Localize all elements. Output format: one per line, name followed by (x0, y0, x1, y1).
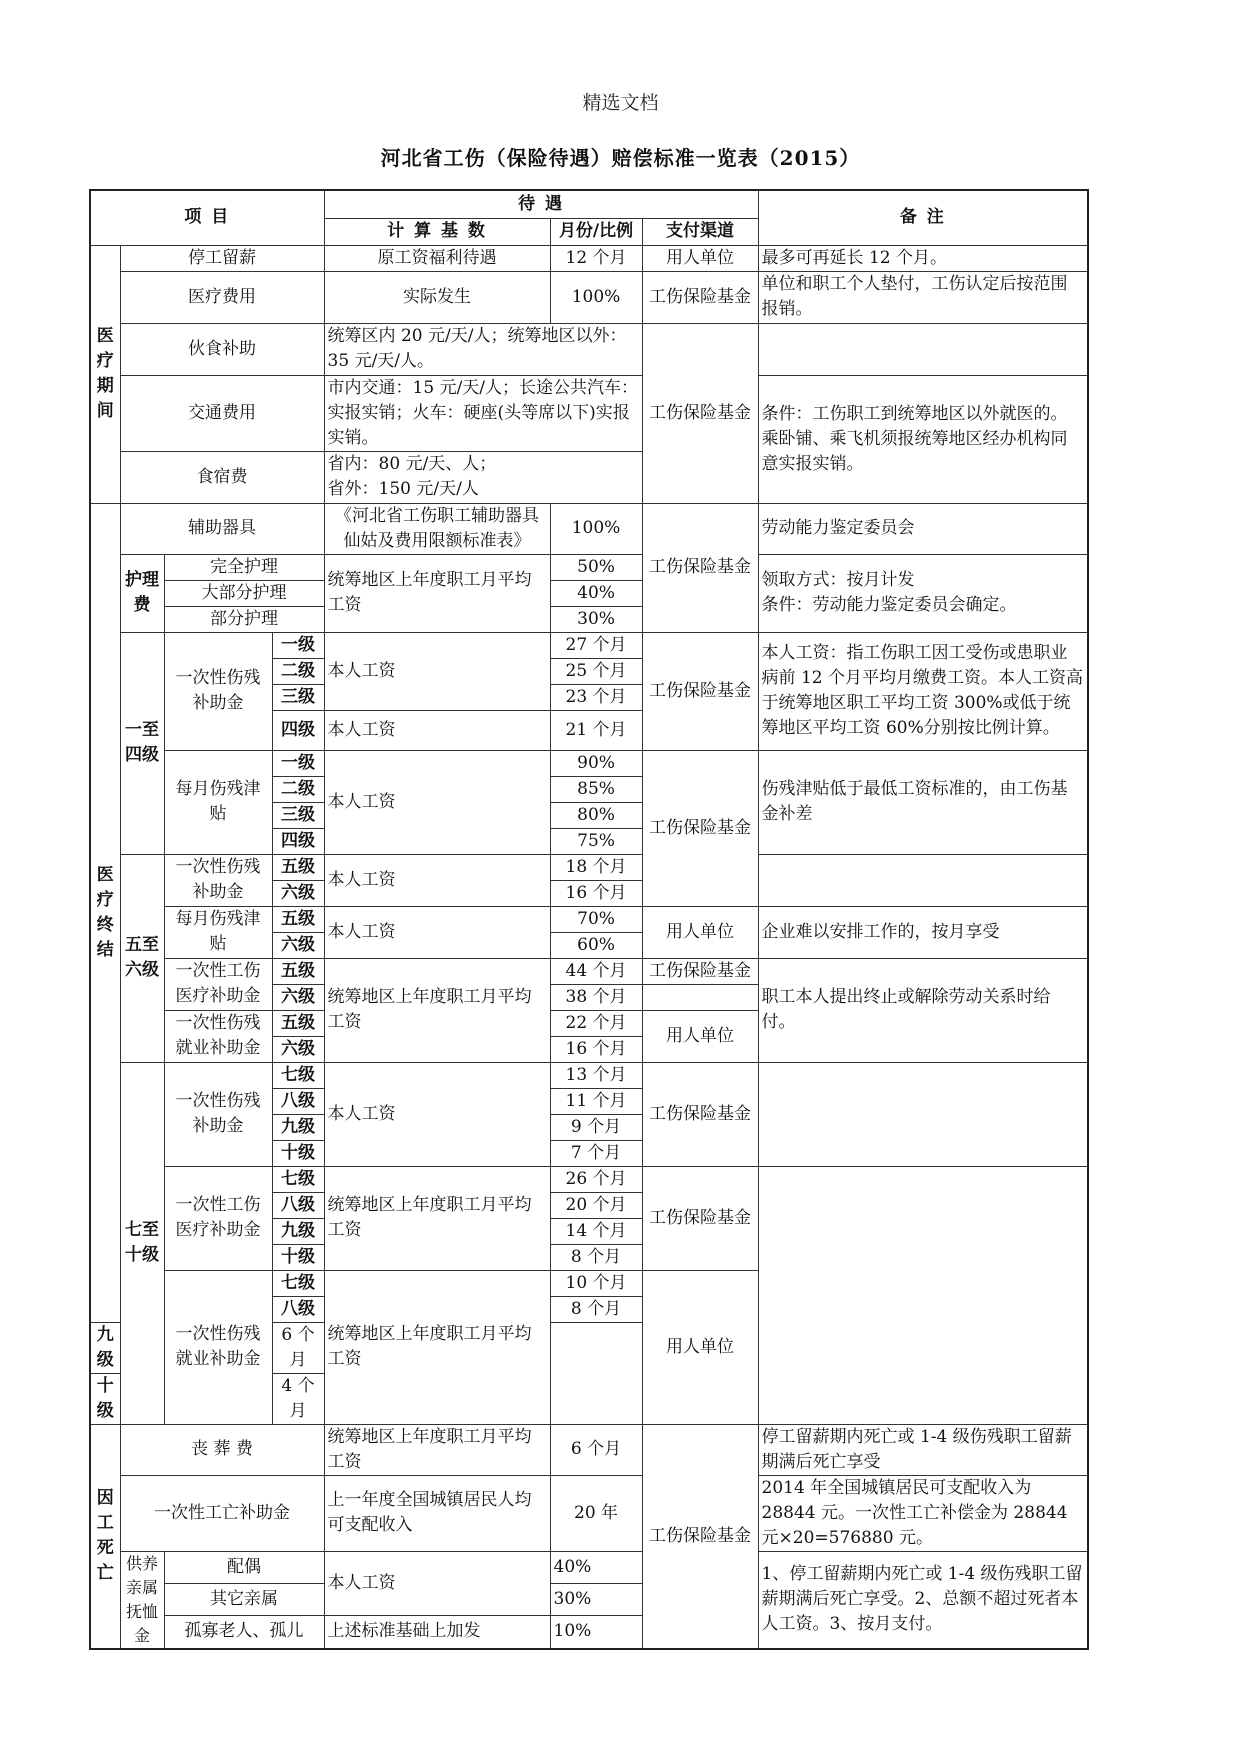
row-label: 一次性伤残补助金 (164, 632, 272, 750)
level-cell: 四级 (272, 828, 324, 854)
remark-cell: 停工留薪期内死亡或 1-4 级伤残职工留薪期满后死亡享受 (758, 1424, 1088, 1475)
level-cell: 八级 (272, 1192, 324, 1218)
section-grade-5-6: 五至 六级 (120, 854, 164, 1062)
months-cell: 6 个月 (550, 1424, 642, 1475)
section-death: 因 工 死 亡 (90, 1424, 120, 1649)
basis-cell: 统筹地区上年度职工月平均工资 (324, 1270, 550, 1424)
row-label: 每月伤残津贴 (164, 750, 272, 854)
channel-cell: 工伤保险基金 (642, 1424, 758, 1649)
section-grade-7-10: 七至 十级 (120, 1062, 164, 1424)
months-cell: 12 个月 (550, 245, 642, 271)
channel-cell: 工伤保险基金 (642, 323, 758, 503)
level-cell: 九级 (272, 1218, 324, 1244)
months-cell: 30% (550, 1583, 642, 1615)
months-cell: 80% (550, 802, 642, 828)
row-label-dependents: 供养亲属抚恤金 (120, 1551, 164, 1649)
basis-cell: 上述标准基础上加发 (324, 1616, 550, 1649)
level-cell: 五级 (272, 906, 324, 932)
months-cell: 23 个月 (550, 684, 642, 710)
level-cell: 五级 (272, 1010, 324, 1036)
months-cell: 75% (550, 828, 642, 854)
channel-cell (642, 984, 758, 1010)
channel-cell: 工伤保险基金 (642, 1062, 758, 1166)
months-cell: 6 个月 (272, 1322, 324, 1373)
basis-cell: 实际发生 (324, 271, 550, 323)
level-cell: 六级 (272, 1036, 324, 1062)
months-cell: 26 个月 (550, 1166, 642, 1192)
header-treatment: 待 遇 (324, 190, 758, 218)
remark-cell: 伤残津贴低于最低工资标准的，由工伤基金补差 (758, 750, 1088, 854)
basis-line: 省内：80 元/天、人； (327, 454, 497, 474)
basis-cell: 统筹区内 20 元/天/人；统筹地区以外：35 元/天/人。 (324, 323, 642, 375)
basis-line: 省外：150 元/天/人 (327, 479, 479, 499)
months-cell: 4 个月 (272, 1373, 324, 1424)
channel-cell: 用人单位 (642, 906, 758, 958)
level-cell: 六级 (272, 932, 324, 958)
row-label: 伙食补助 (120, 323, 324, 375)
months-cell: 16 个月 (550, 1036, 642, 1062)
months-cell: 44 个月 (550, 958, 642, 984)
remark-cell: 劳动能力鉴定委员会 (758, 503, 1088, 554)
level-cell: 九级 (90, 1322, 120, 1373)
level-cell: 五级 (272, 958, 324, 984)
section-medical-period: 医 疗 期 间 (90, 245, 120, 503)
row-label: 每月伤残津贴 (164, 906, 272, 958)
basis-cell: 本人工资 (324, 906, 550, 958)
remark-cell: 2014 年全国城镇居民可支配收入为 28844 元。一次性工亡补偿金为 28844 元×20=576880 元。 (758, 1475, 1088, 1551)
level-cell: 十级 (272, 1244, 324, 1270)
level-cell: 十级 (272, 1140, 324, 1166)
channel-cell: 用人单位 (642, 1010, 758, 1062)
row-label: 部分护理 (164, 606, 324, 632)
months-cell: 16 个月 (550, 880, 642, 906)
row-label: 食宿费 (120, 451, 324, 503)
months-cell: 70% (550, 906, 642, 932)
basis-cell: 上一年度全国城镇居民人均可支配收入 (324, 1475, 550, 1551)
remark-cell: 1、停工留薪期内死亡或 1-4 级伤残职工留薪期满后死亡享受。2、总额不超过死者本人工资。3、按月支付。 (758, 1551, 1088, 1649)
section-nursing: 护理 费 (120, 554, 164, 632)
months-cell: 90% (550, 750, 642, 776)
level-cell: 二级 (272, 658, 324, 684)
level-cell: 九级 (272, 1114, 324, 1140)
basis-cell: 本人工资 (324, 1551, 550, 1616)
basis-cell: 本人工资 (324, 854, 550, 906)
row-label: 丧 葬 费 (120, 1424, 324, 1475)
months-cell: 50% (550, 554, 642, 580)
row-label: 配偶 (164, 1551, 324, 1583)
level-cell: 六级 (272, 984, 324, 1010)
months-cell: 20 个月 (550, 1192, 642, 1218)
row-label: 一次性伤残就业补助金 (164, 1010, 272, 1062)
level-cell: 三级 (272, 684, 324, 710)
row-label: 其它亲属 (164, 1583, 324, 1615)
basis-cell: 《河北省工伤职工辅助器具仙姑及费用限额标准表》 (324, 503, 550, 554)
basis-cell: 统筹地区上年度职工月平均工资 (324, 958, 550, 1062)
remark-cell (758, 854, 1088, 906)
remark-cell: 条件：工伤职工到统筹地区以外就医的。乘卧铺、乘飞机须报统筹地区经办机构同意实报实销。 (758, 375, 1088, 503)
row-label: 大部分护理 (164, 580, 324, 606)
remark-cell: 企业难以安排工作的，按月享受 (758, 906, 1088, 958)
level-cell: 八级 (272, 1088, 324, 1114)
level-cell: 二级 (272, 776, 324, 802)
row-label: 停工留薪 (120, 245, 324, 271)
basis-cell: 统筹地区上年度职工月平均工资 (324, 1424, 550, 1475)
row-label: 一次性伤残补助金 (164, 1062, 272, 1166)
basis-cell: 本人工资 (324, 632, 550, 710)
months-cell: 27 个月 (550, 632, 642, 658)
level-cell: 十级 (90, 1373, 120, 1424)
header-months: 月份/比例 (550, 218, 642, 245)
channel-cell: 工伤保险基金 (642, 632, 758, 750)
months-cell: 40% (550, 1551, 642, 1583)
header-remark: 备 注 (758, 190, 1088, 245)
basis-cell: 统筹地区上年度职工月平均工资 (324, 554, 550, 632)
channel-cell: 用人单位 (642, 245, 758, 271)
months-cell: 85% (550, 776, 642, 802)
row-label: 一次性工伤医疗补助金 (164, 1166, 272, 1270)
basis-cell: 本人工资 (324, 710, 550, 750)
row-label: 一次性工亡补助金 (120, 1475, 324, 1551)
basis-cell: 统筹地区上年度职工月平均工资 (324, 1166, 550, 1270)
row-label: 辅助器具 (120, 503, 324, 554)
months-cell: 22 个月 (550, 1010, 642, 1036)
page-header-text: 精选文档 (582, 92, 659, 114)
months-cell: 11 个月 (550, 1088, 642, 1114)
level-cell: 四级 (272, 710, 324, 750)
remark-cell: 本人工资：指工伤职工因工受伤或患职业病前 12 个月平均月缴费工资。本人工资高于统筹地区职工平均工资 300%或低于统筹地区平均工资 60%分别按比例计算。 (758, 632, 1088, 750)
row-label: 完全护理 (164, 554, 324, 580)
months-cell: 8 个月 (550, 1244, 642, 1270)
document-title: 河北省工伤（保险待遇）赔偿标准一览表（2015） (380, 146, 861, 170)
months-cell: 38 个月 (550, 984, 642, 1010)
months-cell: 100% (550, 503, 642, 554)
level-cell: 一级 (272, 750, 324, 776)
channel-cell: 工伤保险基金 (642, 503, 758, 632)
months-cell: 100% (550, 271, 642, 323)
remark-cell (758, 1062, 1088, 1166)
basis-cell: 市内交通：15 元/天/人；长途公共汽车：实报实销；火车：硬座(头等席以下)实报实销。 (324, 375, 642, 451)
months-cell: 21 个月 (550, 710, 642, 750)
row-label: 一次性伤残就业补助金 (164, 1270, 272, 1424)
level-cell: 三级 (272, 802, 324, 828)
channel-cell: 工伤保险基金 (642, 958, 758, 984)
channel-cell: 工伤保险基金 (642, 1166, 758, 1270)
months-cell: 25 个月 (550, 658, 642, 684)
months-cell: 18 个月 (550, 854, 642, 880)
level-cell: 五级 (272, 854, 324, 880)
header-item: 项 目 (90, 190, 324, 245)
row-label: 交通费用 (120, 375, 324, 451)
remark-cell: 职工本人提出终止或解除劳动关系时给付。 (758, 958, 1088, 1062)
months-cell: 10% (550, 1616, 642, 1649)
level-cell: 一级 (272, 632, 324, 658)
channel-cell: 用人单位 (642, 1270, 758, 1424)
basis-cell: 原工资福利待遇 (324, 245, 550, 271)
remark-cell: 领取方式：按月计发 条件：劳动能力鉴定委员会确定。 (758, 554, 1088, 632)
level-cell: 七级 (272, 1062, 324, 1088)
row-label: 医疗费用 (120, 271, 324, 323)
months-cell: 20 年 (550, 1475, 642, 1551)
months-cell: 9 个月 (550, 1114, 642, 1140)
months-cell: 60% (550, 932, 642, 958)
months-cell: 40% (550, 580, 642, 606)
months-cell: 8 个月 (550, 1296, 642, 1322)
channel-cell: 工伤保险基金 (642, 750, 758, 906)
row-label: 一次性工伤医疗补助金 (164, 958, 272, 1010)
header-channel: 支付渠道 (642, 218, 758, 245)
row-label: 孤寡老人、孤儿 (164, 1616, 324, 1649)
section-medical-end: 医 疗 终 结 (90, 503, 120, 1322)
basis-cell: 本人工资 (324, 750, 550, 854)
channel-cell: 工伤保险基金 (642, 271, 758, 323)
level-cell: 六级 (272, 880, 324, 906)
remark-cell (758, 1166, 1088, 1424)
basis-cell (324, 451, 642, 503)
months-cell: 30% (550, 606, 642, 632)
months-cell: 10 个月 (550, 1270, 642, 1296)
level-cell: 七级 (272, 1166, 324, 1192)
level-cell: 八级 (272, 1296, 324, 1322)
header-basis: 计 算 基 数 (324, 218, 550, 245)
basis-cell: 本人工资 (324, 1062, 550, 1166)
remark-cell: 最多可再延长 12 个月。 (758, 245, 1088, 271)
months-cell: 13 个月 (550, 1062, 642, 1088)
compensation-table (89, 189, 1089, 1650)
remark-cell: 单位和职工个人垫付，工伤认定后按范围报销。 (758, 271, 1088, 323)
row-label: 一次性伤残补助金 (164, 854, 272, 906)
remark-cell (758, 323, 1088, 375)
level-cell: 七级 (272, 1270, 324, 1296)
months-cell: 7 个月 (550, 1140, 642, 1166)
months-cell: 14 个月 (550, 1218, 642, 1244)
section-grade-1-4: 一至 四级 (120, 632, 164, 854)
